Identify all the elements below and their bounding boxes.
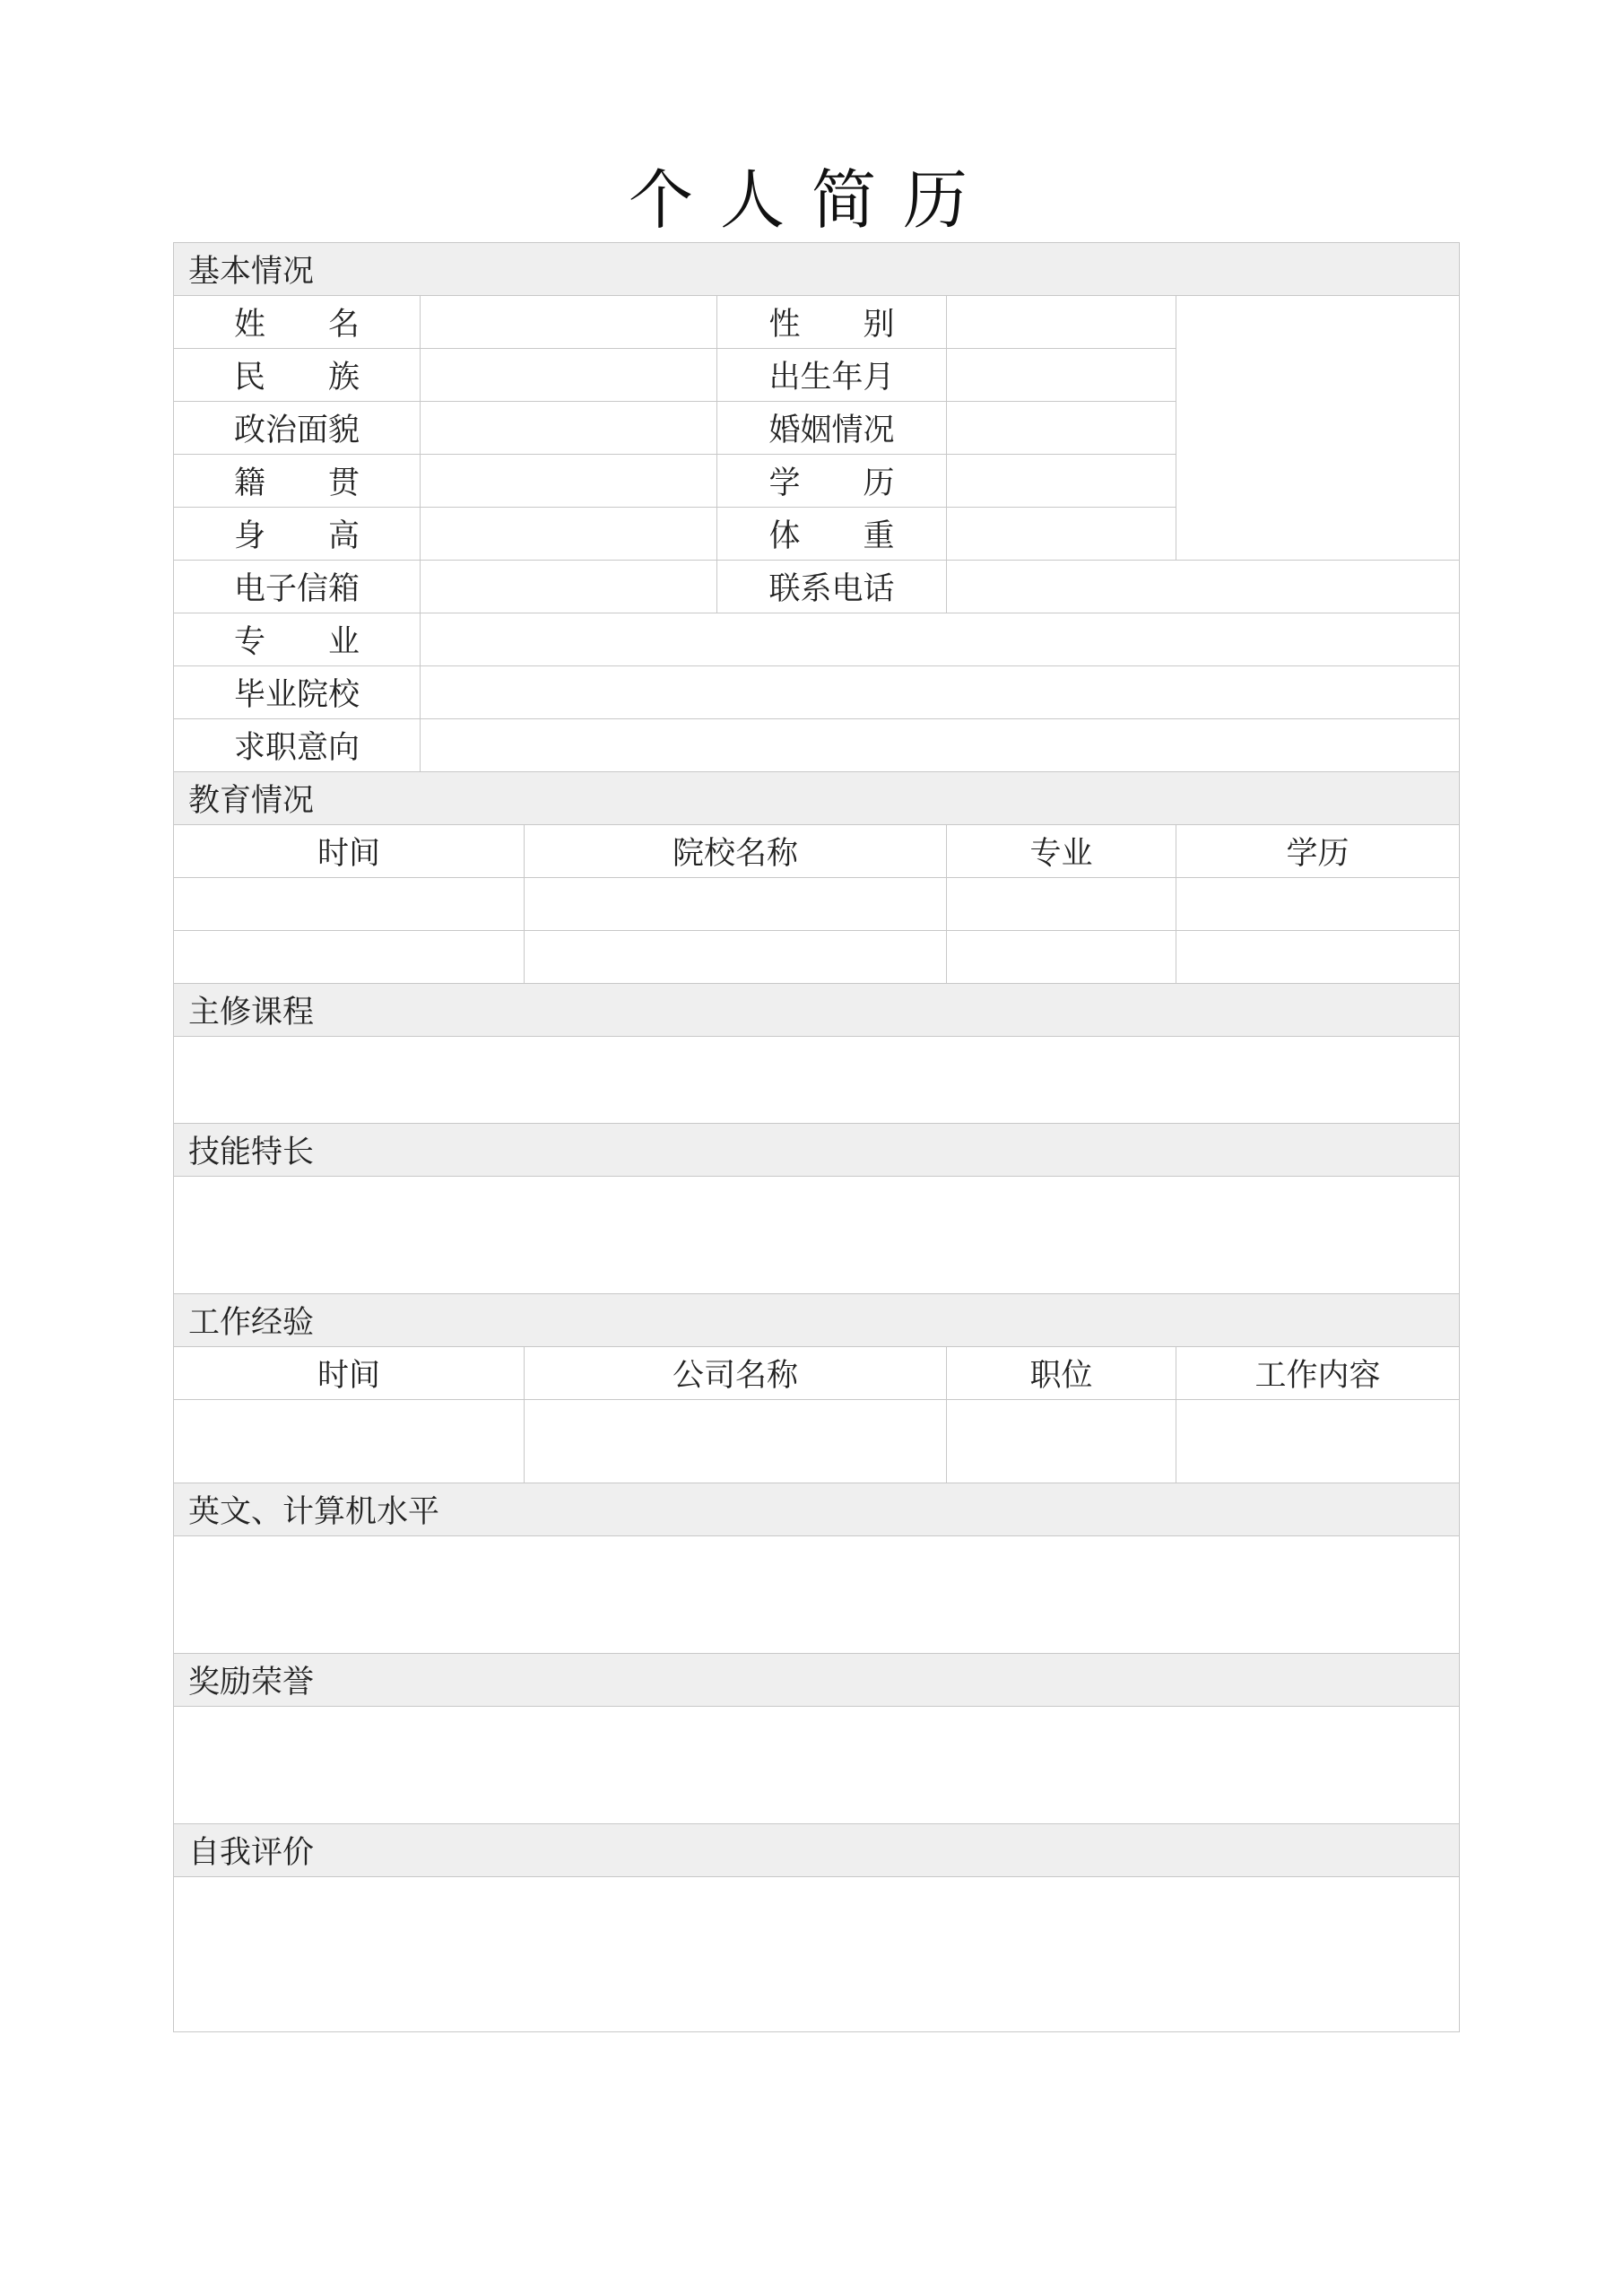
name-field[interactable] [421, 296, 717, 349]
section-header-basic: 基本情况 [174, 243, 1460, 296]
gender-field[interactable] [947, 296, 1176, 349]
section-row-skills [174, 1124, 1460, 1177]
major-field[interactable] [421, 613, 1460, 666]
education-degree-cell[interactable] [1176, 931, 1460, 984]
height-field[interactable] [421, 508, 717, 561]
awards-field[interactable] [174, 1707, 1460, 1824]
form-row [174, 296, 1460, 349]
work-company-cell[interactable] [525, 1400, 947, 1483]
work-header-content: 工作内容 [1176, 1347, 1460, 1400]
work-content-cell[interactable] [1176, 1400, 1460, 1483]
self-eval-row [174, 1877, 1460, 2032]
birth-field[interactable] [947, 349, 1176, 402]
field-label-weight: 体重 [717, 508, 947, 561]
resume-table [173, 242, 1460, 2032]
photo-box[interactable] [1176, 296, 1460, 561]
field-label-phone: 联系电话 [717, 561, 947, 613]
work-position-cell[interactable] [947, 1400, 1176, 1483]
degree-field[interactable] [947, 455, 1176, 508]
work-row [174, 1400, 1460, 1483]
field-label-gender: 性别 [717, 296, 947, 349]
education-school-cell[interactable] [525, 931, 947, 984]
marital-field[interactable] [947, 402, 1176, 455]
section-row-courses [174, 984, 1460, 1037]
native-place-field[interactable] [421, 455, 717, 508]
education-school-cell[interactable] [525, 878, 947, 931]
field-label-ethnicity: 民族 [174, 349, 421, 402]
email-field[interactable] [421, 561, 717, 613]
education-header-school: 院校名称 [525, 825, 947, 878]
section-header-skills: 技能特长 [174, 1124, 1460, 1177]
section-row-self-eval [174, 1824, 1460, 1877]
form-row [174, 561, 1460, 613]
field-label-school: 毕业院校 [174, 666, 421, 719]
form-row [174, 719, 1460, 772]
work-header-company: 公司名称 [525, 1347, 947, 1400]
field-label-name: 姓名 [174, 296, 421, 349]
intention-field[interactable] [421, 719, 1460, 772]
awards-row [174, 1707, 1460, 1824]
education-major-cell[interactable] [947, 878, 1176, 931]
section-header-english-computer: 英文、计算机水平 [174, 1483, 1460, 1536]
skills-field[interactable] [174, 1177, 1460, 1294]
section-header-awards: 奖励荣誉 [174, 1654, 1460, 1707]
english-computer-field[interactable] [174, 1536, 1460, 1654]
education-time-cell[interactable] [174, 931, 525, 984]
education-header-degree: 学历 [1176, 825, 1460, 878]
section-header-self-eval: 自我评价 [174, 1824, 1460, 1877]
self-eval-field[interactable] [174, 1877, 1460, 2032]
courses-row [174, 1037, 1460, 1124]
phone-field[interactable] [947, 561, 1460, 613]
education-major-cell[interactable] [947, 931, 1176, 984]
skills-row [174, 1177, 1460, 1294]
field-label-marital: 婚姻情况 [717, 402, 947, 455]
education-row [174, 878, 1460, 931]
section-header-education: 教育情况 [174, 772, 1460, 825]
courses-field[interactable] [174, 1037, 1460, 1124]
section-row-work [174, 1294, 1460, 1347]
form-row [174, 666, 1460, 719]
education-degree-cell[interactable] [1176, 878, 1460, 931]
section-row-awards [174, 1654, 1460, 1707]
field-label-intention: 求职意向 [174, 719, 421, 772]
ethnicity-field[interactable] [421, 349, 717, 402]
section-row-education [174, 772, 1460, 825]
section-row-english-computer [174, 1483, 1460, 1536]
education-time-cell[interactable] [174, 878, 525, 931]
work-time-cell[interactable] [174, 1400, 525, 1483]
form-row [174, 613, 1460, 666]
education-row [174, 931, 1460, 984]
education-header-major: 专业 [947, 825, 1176, 878]
field-label-political: 政治面貌 [174, 402, 421, 455]
english-computer-row [174, 1536, 1460, 1654]
political-field[interactable] [421, 402, 717, 455]
field-label-major: 专业 [174, 613, 421, 666]
education-header-time: 时间 [174, 825, 525, 878]
section-header-courses: 主修课程 [174, 984, 1460, 1037]
field-label-height: 身高 [174, 508, 421, 561]
field-label-native-place: 籍贯 [174, 455, 421, 508]
work-header-row [174, 1347, 1460, 1400]
weight-field[interactable] [947, 508, 1176, 561]
work-header-position: 职位 [947, 1347, 1176, 1400]
field-label-email: 电子信箱 [174, 561, 421, 613]
section-row-basic [174, 243, 1460, 296]
education-header-row [174, 825, 1460, 878]
school-field[interactable] [421, 666, 1460, 719]
resume-title: 个人简历 [628, 162, 994, 238]
work-header-time: 时间 [174, 1347, 525, 1400]
section-header-work: 工作经验 [174, 1294, 1460, 1347]
field-label-birth: 出生年月 [717, 349, 947, 402]
field-label-degree: 学历 [717, 455, 947, 508]
